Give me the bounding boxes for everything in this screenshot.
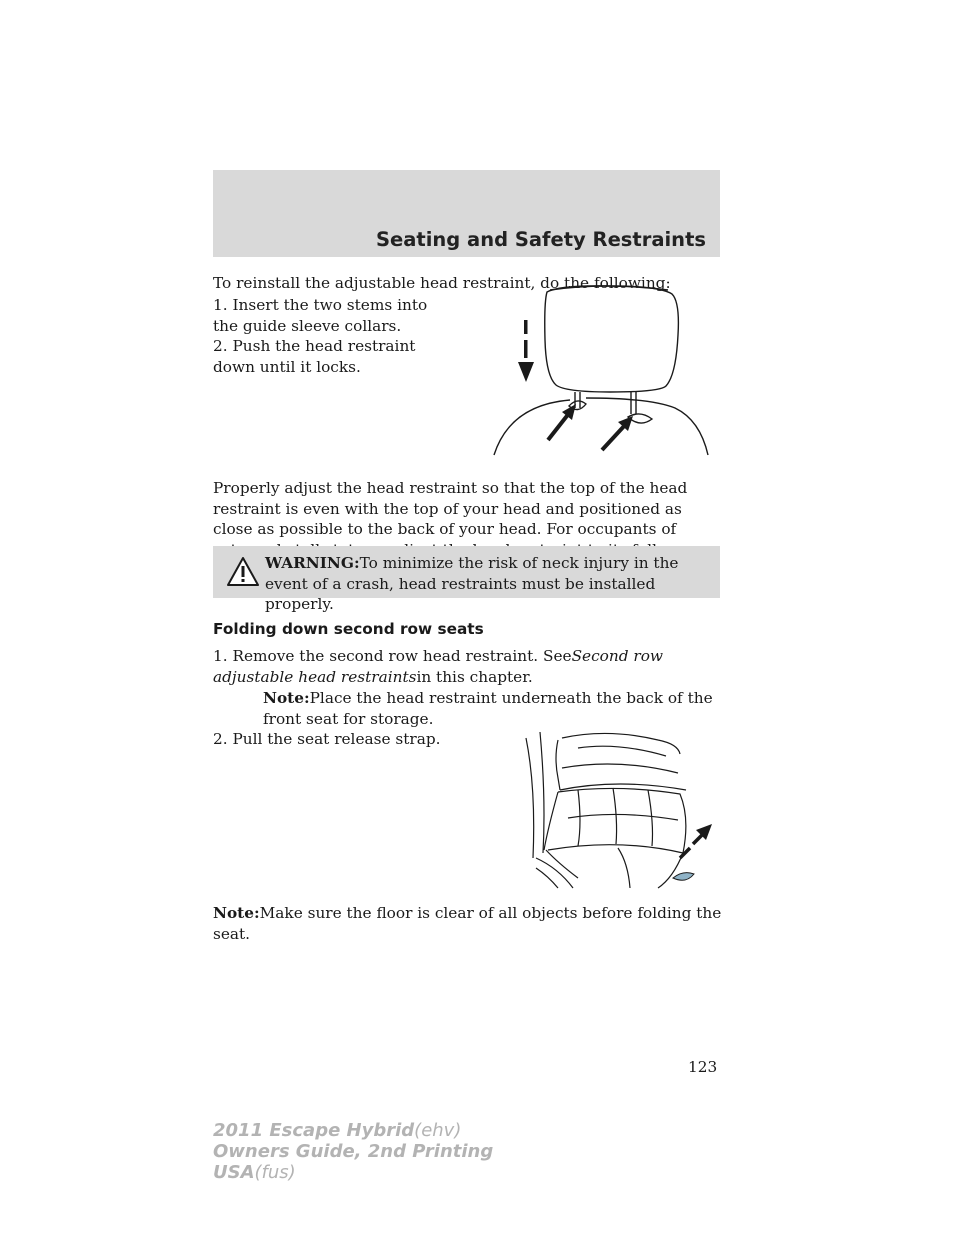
folding-heading: Folding down second row seats <box>213 620 484 638</box>
adjust-paragraph: Properly adjust the head restraint so that the top of the head restraint is even with the top of your head and positioned as close as possible to the back of your head. For occupants of <box>213 479 688 538</box>
page-number: 123 <box>688 1058 718 1076</box>
section-header-band <box>213 170 720 257</box>
warning-triangle-icon <box>226 556 260 588</box>
warning-box <box>213 546 720 613</box>
seat-release-illustration <box>518 728 723 890</box>
fold-step-1: 1. Remove the second row head restraint. SeeSecond row adjustable head restraintsin this chapter. <box>213 647 663 686</box>
document-footer: 2011 Escape Hybrid(ehv) Owners Guide, 2nd Printing USA(fus) <box>213 1120 494 1183</box>
note-storage: Note:Place the head restraint underneath the back of the front seat for storage. <box>263 689 713 728</box>
note-clear-floor: Note:Make sure the floor is clear of all objects before folding the seat. <box>213 904 722 943</box>
warning-text: WARNING:To minimize the risk of neck injury in the event of a crash, head restraints must be installed properly. <box>265 554 679 613</box>
fold-step-2: 2. Pull the seat release strap. <box>213 730 441 748</box>
install-intro: To reinstall the adjustable head restraint, do the following: <box>213 274 671 292</box>
install-step-2: 2. Push the head restraint down until it locks. <box>213 337 416 376</box>
install-step-1: 1. Insert the two stems into the guide sleeve collars. <box>213 296 428 335</box>
section-title: Seating and Safety Restraints <box>375 228 706 251</box>
head-restraint-illustration <box>490 280 720 460</box>
